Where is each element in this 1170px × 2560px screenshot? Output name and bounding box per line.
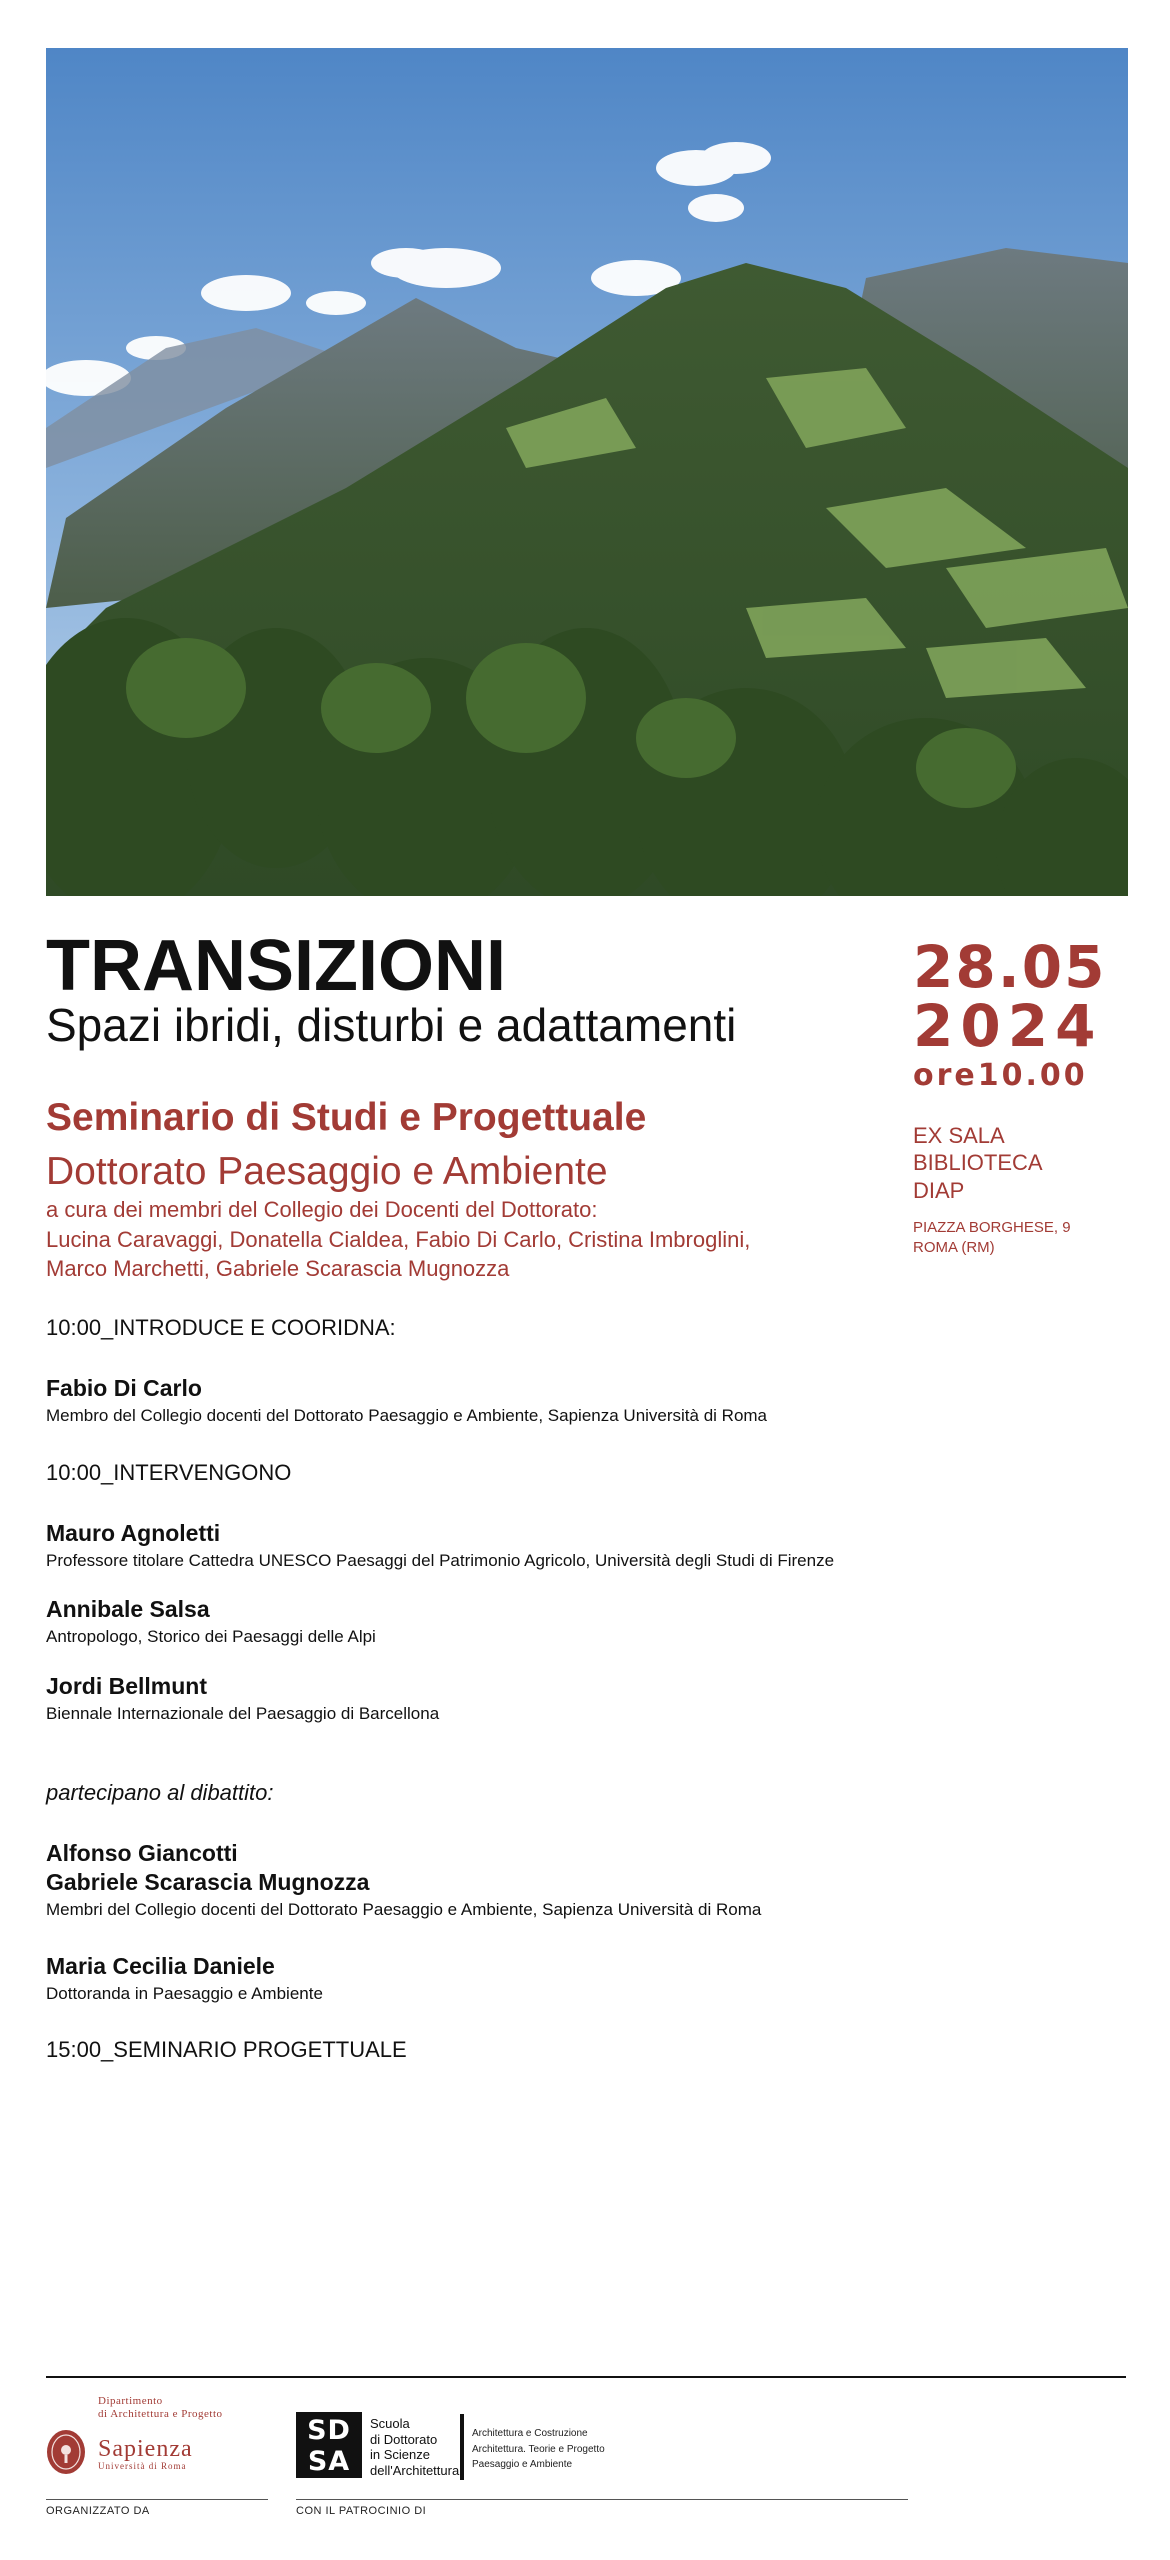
program-section-speakers: 10:00_INTERVENGONO [46,1460,292,1485]
event-date-box [913,933,1128,1257]
speaker-role: Antropologo, Storico dei Paesaggi delle Alpi [46,1627,376,1646]
speaker-name: Gabriele Scarascia Mugnozza [46,1869,370,1895]
speaker-name: Annibale Salsa [46,1596,210,1622]
sdsa-logo-line: SA [307,2446,351,2477]
speaker-block [46,1520,946,1571]
event-venue [913,1122,1128,1205]
patronage-label: CON IL PATROCINIO DI [296,2505,427,2517]
sdsa-school-name [370,2416,459,2478]
curators-names: Lucina Caravaggi, Donatella Cialdea, Fabio Di Carlo, Cristina Imbroglini, [46,1226,751,1252]
sdsa-logo [296,2412,362,2478]
speaker-block [46,1596,946,1647]
event-day: 28.05 [913,933,1107,1001]
speaker-block [46,1673,946,1724]
address-line: PIAZZA BORGHESE, 9 [913,1219,1071,1237]
venue-line: EX SALA [913,1122,1005,1148]
seminar-program: Dottorato Paesaggio e Ambiente [46,1150,608,1193]
speaker-name: Jordi Bellmunt [46,1673,208,1699]
page-title: TRANSIZIONI [46,926,506,1006]
speaker-name: Fabio Di Carlo [46,1375,202,1401]
event-address [913,1218,1128,1257]
hero-landscape-photo [46,48,1128,896]
sdsa-separator [460,2414,464,2480]
program-section-intro: 10:00_INTRODUCE E COORIDNA: [46,1315,396,1340]
event-time: ore10.00 [913,1057,1088,1093]
speaker-name: Maria Cecilia Daniele [46,1953,275,1979]
department-line: Dipartimento [98,2395,163,2407]
speaker-role: Professore titolare Cattedra UNESCO Paesaggi del Patrimonio Agricolo, Università degli Studi di Firenze [46,1551,835,1570]
speaker-role: Membro del Collegio docenti del Dottorato Paesaggio e Ambiente, Sapienza Università di Roma [46,1406,768,1425]
department-line: di Architettura e Progetto [98,2408,223,2421]
speaker-role: Membri del Collegio docenti del Dottorato Paesaggio e Ambiente, Sapienza Università di Roma [46,1900,762,1919]
speaker-role: Dottoranda in Paesaggio e Ambiente [46,1984,323,2003]
sapienza-subtitle: Università di Roma [98,2461,187,2471]
organized-underline [46,2499,268,2500]
address-line: ROMA (RM) [913,1238,995,1256]
curated-by-text: a cura dei membri del Collegio dei Docenti del Dottorato: [46,1197,598,1222]
patronage-underline [296,2499,908,2500]
organized-by-label: ORGANIZZATO DA [46,2505,150,2517]
sdsa-text-line: in Scienze [370,2447,430,2463]
seminar-curators [46,1195,866,1284]
sdsa-logo-line: SD [307,2415,351,2446]
speaker-role: Biennale Internazionale del Paesaggio di Barcellona [46,1704,440,1723]
sapienza-seal-icon [46,2428,86,2476]
venue-line: DIAP [913,1177,965,1203]
speaker-name: Alfonso Giancotti [46,1840,238,1866]
sdsa-text-line: Scuola [370,2416,410,2431]
sdsa-curricula [472,2426,605,2473]
event-year: 2024 [913,992,1103,1060]
debate-heading: partecipano al dibattito: [46,1780,274,1805]
venue-line: BIBLIOTECA [913,1150,1043,1176]
sdsa-text-line: di Dottorato [370,2431,438,2447]
speaker-block [46,1953,946,2004]
sapienza-wordmark: Sapienza [98,2436,193,2462]
program-section-workshop: 15:00_SEMINARIO PROGETTUALE [46,2037,407,2062]
sdsa-curriculum: Architettura e Costruzione [472,2428,588,2439]
sdsa-text-line: dell'Architettura [370,2462,460,2478]
speaker-block [46,1375,946,1426]
page-subtitle: Spazi ibridi, disturbi e adattamenti [46,999,737,1051]
sdsa-curriculum: Paesaggio e Ambiente [472,2459,573,2470]
seminar-heading: Seminario di Studi e Progettuale [46,1096,647,1139]
department-name [98,2395,223,2421]
speaker-name: Mauro Agnoletti [46,1520,221,1546]
curators-names: Marco Marchetti, Gabriele Scarascia Mugnozza [46,1256,510,1282]
speaker-block [46,1840,946,1920]
sdsa-curriculum: Architettura. Teorie e Progetto [472,2443,605,2455]
landscape-illustration [46,48,1128,896]
footer-divider [46,2376,1126,2378]
